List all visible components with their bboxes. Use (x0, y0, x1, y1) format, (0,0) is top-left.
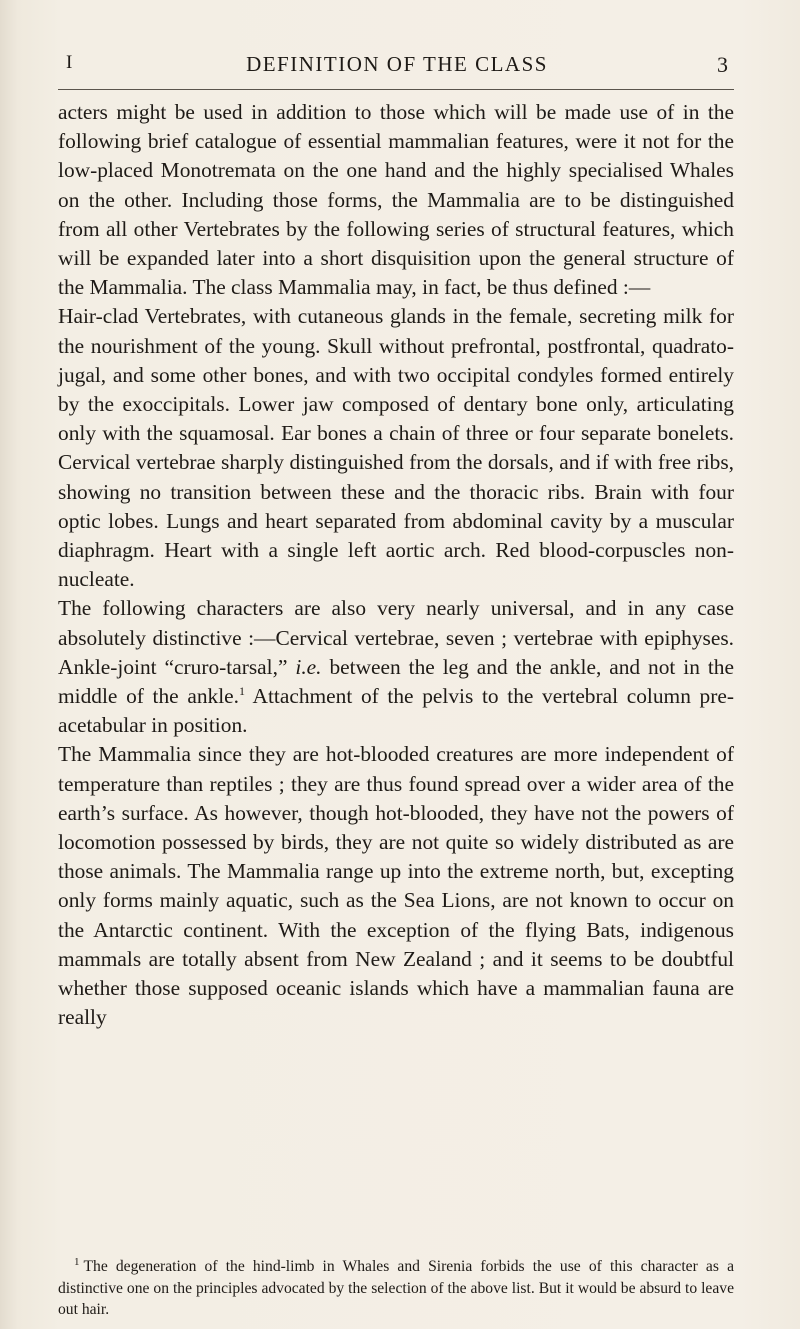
header-rule (58, 89, 734, 90)
paragraph-characters (58, 594, 734, 740)
paragraph-definition: Hair-clad Vertebrates, with cutaneous glands in the female, secreting milk for the nourishment of the young. Skull without prefrontal, postfrontal, quadrato-jugal, and some other bones, and with two occipital condyles formed entirely by the exoccipitals. Lower jaw composed of dentary bone only, articulating only with the squamosal. Ear bones a chain of three or four separate bonelets. Cervical vertebrae sharply distinguished from the dorsals, and if with free ribs, showing no transition between these and the thoracic ribs. Brain with four optic lobes. Lungs and heart separated from abdominal cavity by a muscular diaphragm. Heart with a single left aortic arch. Red blood-corpuscles non-nucleate. (58, 304, 734, 592)
paragraph-characters-after: Attachment of the pelvis to the vertebral column pre-acetabular in position. (58, 684, 734, 738)
running-header (66, 52, 728, 86)
footnote (58, 1256, 734, 1321)
italic-ie: i.e. (295, 654, 322, 679)
paragraph-characters-middle: between the leg and the ankle, and not in the middle of the ankle. (58, 654, 734, 709)
footnote-mark: 1 (74, 1255, 80, 1268)
footnote-text: The degeneration of the hind-limb in Whales and Sirenia forbids the use of this character as a distinctive one on the principles advocated by the selection of the above list. But it would be absurd to leave out hair. (58, 1258, 734, 1318)
paragraph-continuation: acters might be used in addition to those which will be made use of in the following brief catalogue of essential mammalian features, were it not for the low-placed Monotremata on the one hand and the highly specialised Whales on the other. Including those forms, the Mammalia are to be distinguished from all other Vertebrates by the following series of structural features, which will be expanded later into a short disquisition upon the general structure of the Mammalia. The class Mammalia may, in fact, be thus defined :— (58, 100, 734, 300)
running-title: DEFINITION OF THE CLASS (246, 52, 548, 76)
body-text (58, 98, 734, 1033)
page-number: 3 (717, 52, 728, 77)
paragraph-characters-before: The following characters are also very nearly universal, and in any case absolutely distinctive :—Cervical vertebrae, seven ; vertebrae with epiphyses. Ankle-joint “cruro-tarsal,” (58, 596, 734, 679)
paragraph-distribution: The Mammalia since they are hot-blooded creatures are more independent of temperature than reptiles ; they are thus found spread over a wider area of the earth’s surface. As however, though hot-blooded, they have not the powers of locomotion possessed by birds, they are not quite so widely distributed as are those animals. The Mammalia range up into the extreme north, but, excepting only forms mainly aquatic, such as the Sea Lions, are not known to occur on the Antarctic continent. With the exception of the flying Bats, indigenous mammals are totally absent from New Zealand ; and it seems to be doubtful whether those supposed oceanic islands which have a mammalian fauna are really (58, 742, 734, 1030)
chapter-numeral: I (66, 52, 73, 73)
footnote-reference[interactable]: 1 (239, 683, 246, 698)
